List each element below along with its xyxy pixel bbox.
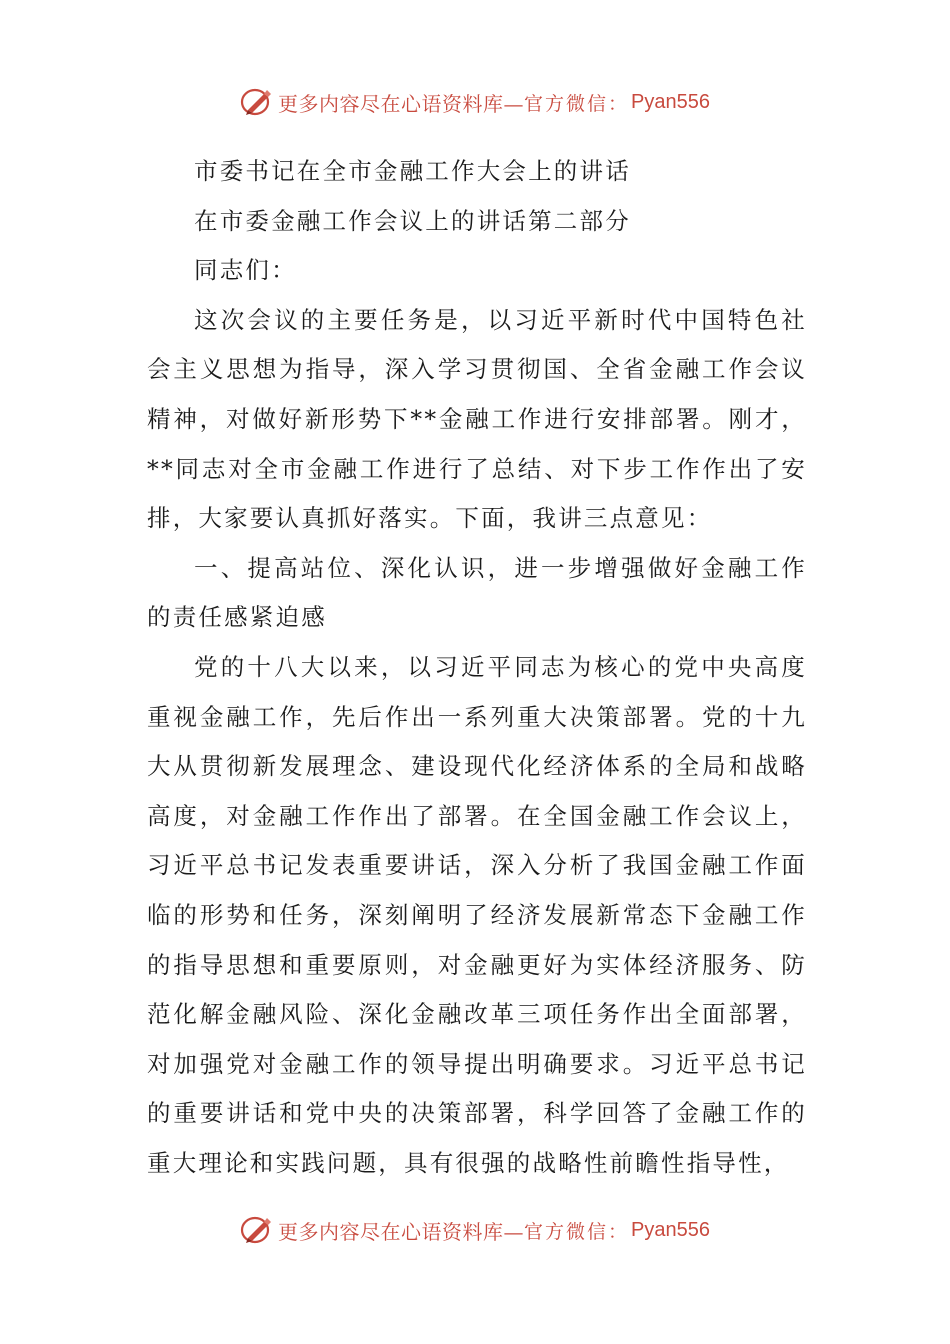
header-banner <box>0 80 950 124</box>
banner-wechat-id: Pyan556 <box>631 90 710 113</box>
banner-text: 更多内容尽在心语资料库— <box>278 1219 524 1244</box>
banner-wechat-label: 官方微信： <box>524 1220 630 1243</box>
footer-banner <box>0 1208 950 1252</box>
pen-logo-icon <box>240 1213 274 1247</box>
document-title: 市委书记在全市金融工作大会上的讲话 <box>194 157 631 185</box>
pen-logo-icon <box>240 85 274 119</box>
paragraph: 这次会议的主要任务是，以习近平新时代中国特色社会主义思想为指导，深入学习贯彻国、全省金融工作会议精神，对做好新形势下**金融工作进行安排部署。刚才，**同志对全市金融工作进行了总结、对下步工作作出了安排，大家要认真抓好落实。下面，我讲三点意见： <box>147 305 807 533</box>
banner-text: 更多内容尽在心语资料库— <box>278 91 524 116</box>
document-subtitle: 在市委金融工作会议上的讲话第二部分 <box>194 206 631 235</box>
section-heading: 一、提高站位、深化认识，进一步增强做好金融工作的责任感紧迫感 <box>147 553 807 632</box>
salutation: 同志们： <box>194 256 297 285</box>
paragraph: 党的十八大以来，以习近平同志为核心的党中央高度重视金融工作，先后作出一系列重大决策部署。党的十九大从贯彻新发展理念、建设现代化经济体系的全局和战略高度，对金融工作作出了部署。在全国金融工作会议上，习近平总书记发表重要讲话，深入分析了我国金融工作面临的形势和任务，深刻阐明了经济发展新常态下金融工作的指导思想和重要原则，对金融更好为实体经济服务、防范化解金融风险、深化金融改革三项任务作出全面部署，对加强党对金融工作的领导提出明确要求。习近平总书记的重要讲话和党中央的决策部署，科学回答了金融工作的重大理论和实践问题，具有很强的战略性前瞻性指导性， <box>147 652 807 1177</box>
banner-wechat-label: 官方微信： <box>524 92 630 115</box>
document-body <box>147 147 807 1188</box>
banner-wechat-id: Pyan556 <box>631 1218 710 1241</box>
